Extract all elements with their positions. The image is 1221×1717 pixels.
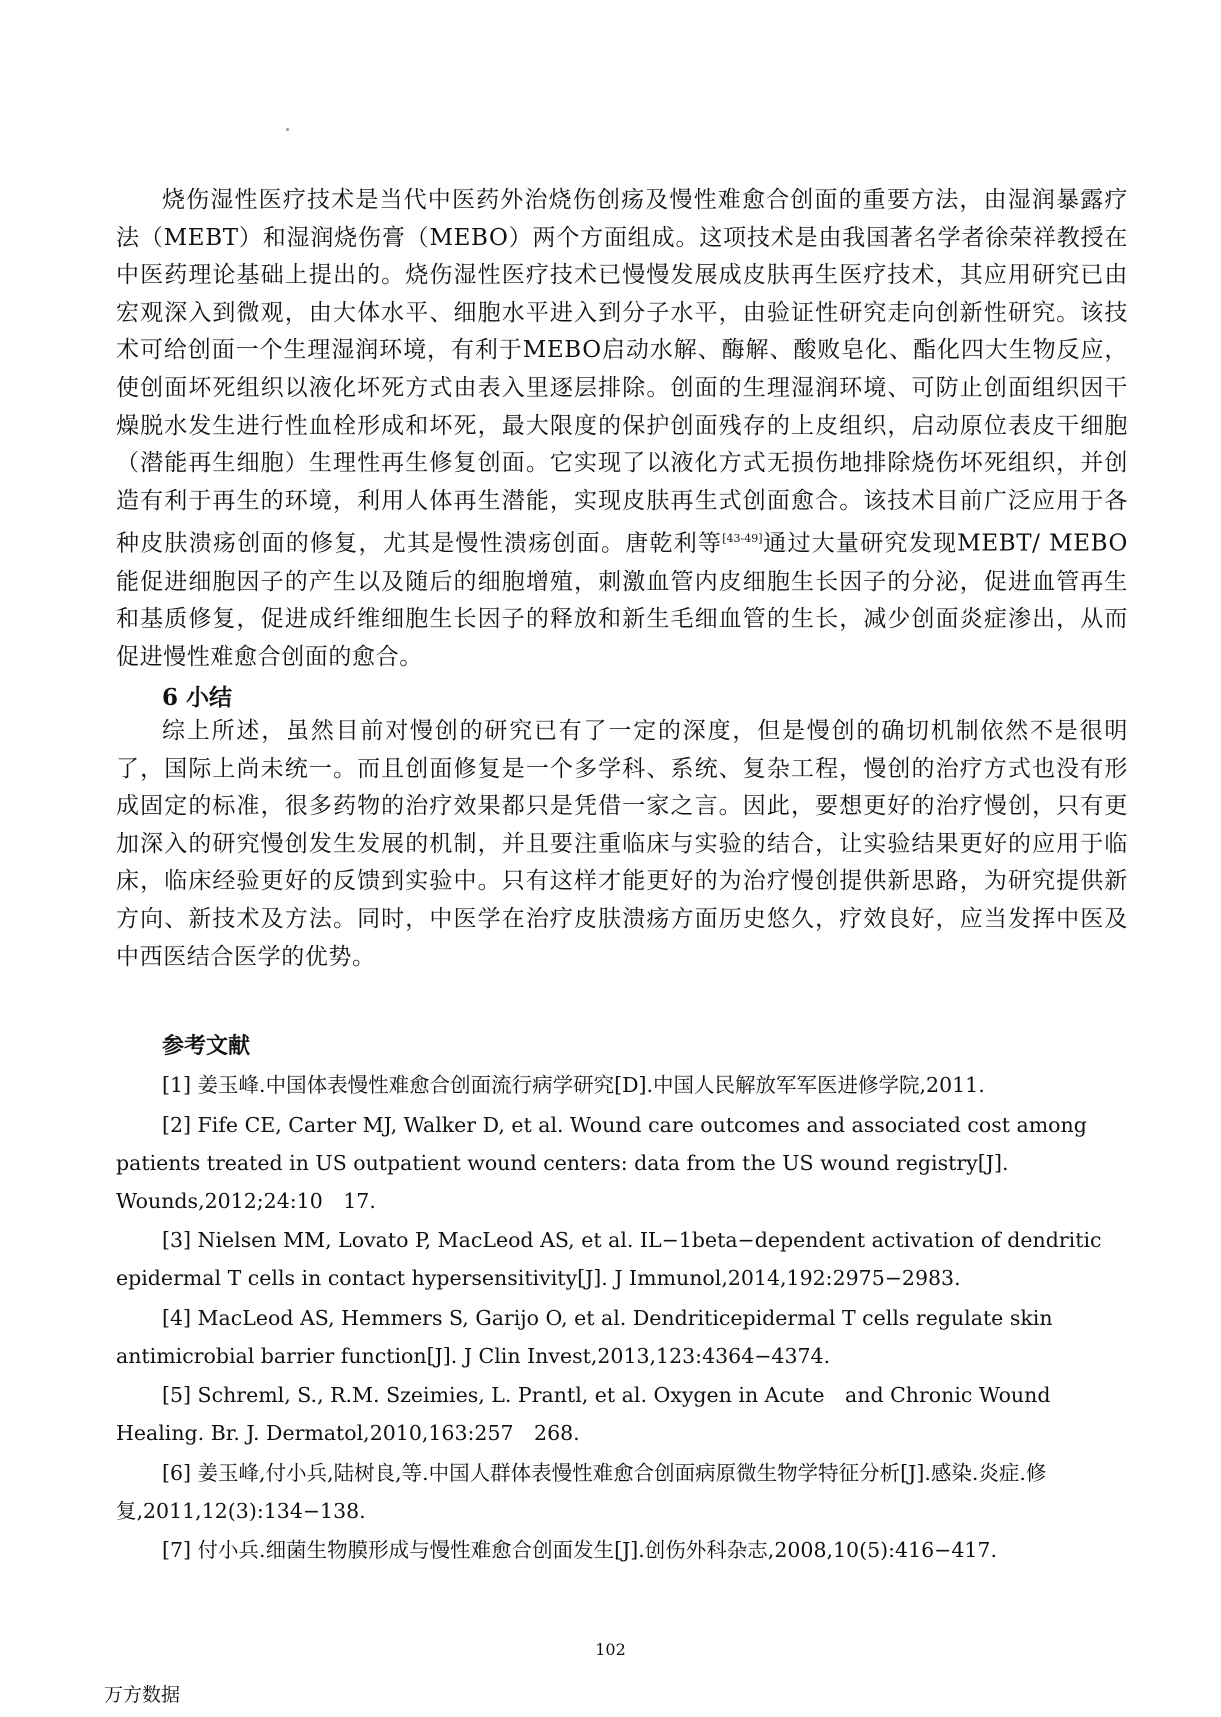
reference-item: [5] Schreml, S., R.M. Szeimies, L. Prantl, et al. Oxygen in Acute and Chronic Wound Healing. Br. J. Dermatol,2010,163:257 268. xyxy=(116,1383,1051,1445)
reference-item: [7] 付小兵.细菌生物膜形成与慢性难愈合创面发生[J].创伤外科杂志,2008,10(5):416−417. xyxy=(162,1538,997,1562)
section-heading-summary: 6 小结 xyxy=(162,684,233,711)
body-paragraph-1 xyxy=(116,182,1128,676)
reference-item: [1] 姜玉峰.中国体表慢性难愈合创面流行病学研究[D].中国人民解放军军医进修学院,2011. xyxy=(162,1073,985,1097)
citation-superscript: [43-49] xyxy=(722,532,763,546)
paragraph-1-text: 烧伤湿性医疗技术是当代中医药外治烧伤创疡及慢性难愈合创面的重要方法，由湿润暴露疗法（MEBT）和湿润烧伤膏（MEBO）两个方面组成。这项技术是由我国著名学者徐荣祥教授在中医药理论基础上提出的。烧伤湿性医疗技术已慢慢发展成皮肤再生医疗技术，其应用研究已由宏观深入到微观，由大体水平、细胞水平进入到分子水平，由验证性研究走向创新性研究。该技术可给创面一个生理湿润环境，有利于MEBO启动水解、酶解、酸败皂化、酯化四大生物反应，使创面坏死组织以液化坏死方式由表入里逐层排除。创面的生理湿润环境、可防止创面组织因干燥脱水发生进行性血栓形成和坏死，最大限度的保护创面残存的上皮组织，启动原位表皮干细胞（潜能再生细胞）生理性再生修复创面。它实现了以液化方式无损伤地排除烧伤坏死组织，并创造有利于再生的环境，利用人体再生潜能，实现皮肤再生式创面愈合。该技术目前广泛应用于各种皮肤溃疡创面的修复，尤其是慢性溃疡创面。唐乾利等 xyxy=(116,187,1128,557)
page-number: 102 xyxy=(595,1640,626,1659)
reference-item: [2] Fife CE, Carter MJ, Walker D, et al. Wound care outcomes and associated cost among patients treated in US outpatient wound centers: data from the US wound registry[J]. Wounds,2012;24:10 17. xyxy=(116,1112,1087,1213)
database-watermark: 万方数据 xyxy=(104,1684,181,1706)
references-heading: 参考文献 xyxy=(162,1033,251,1059)
reference-item: [6] 姜玉峰,付小兵,陆树良,等.中国人群体表慢性难愈合创面病原微生物学特征分析[J].感染.炎症.修复,2011,12(3):134−138. xyxy=(116,1460,1047,1523)
reference-item: [3] Nielsen MM, Lovato P, MacLeod AS, et al. IL−1beta−dependent activation of dendritic epidermal T cells in contact hypersensitivity[J]. J Immunol,2014,192:2975−2983. xyxy=(116,1228,1102,1290)
body-paragraph-2: 综上所述，虽然目前对慢创的研究已有了一定的深度，但是慢创的确切机制依然不是很明了，国际上尚未统一。而且创面修复是一个多学科、系统、复杂工程，慢创的治疗方式也没有形成固定的标准，很多药物的治疗效果都只是凭借一家之言。因此，要想更好的治疗慢创，只有更加深入的研究慢创发生发展的机制，并且要注重临床与实验的结合，让实验结果更好的应用于临床，临床经验更好的反馈到实验中。只有这样才能更好的为治疗慢创提供新思路，为研究提供新方向、新技术及方法。同时，中医学在治疗皮肤溃疡方面历史悠久，疗效良好，应当发挥中医及中西医结合医学的优势。 xyxy=(116,718,1128,970)
reference-list xyxy=(116,1066,1130,1571)
reference-item: [4] MacLeod AS, Hemmers S, Garijo O, et al. Dendriticepidermal T cells regulate skin antimicrobial barrier function[J]. J Clin Invest,2013,123:4364−4374. xyxy=(116,1305,1053,1368)
paragraph-1-tail: 通过大量研究发现MEBT/ MEBO能促进细胞因子的产生以及随后的细胞增殖，刺激血管内皮细胞生长因子的分泌，促进血管再生和基质修复，促进成纤维细胞生长因子的释放和新生毛细血管的生长，减少创面炎症渗出，从而促进慢性难愈合创面的愈合。 xyxy=(116,531,1129,670)
scan-speck xyxy=(286,128,289,131)
